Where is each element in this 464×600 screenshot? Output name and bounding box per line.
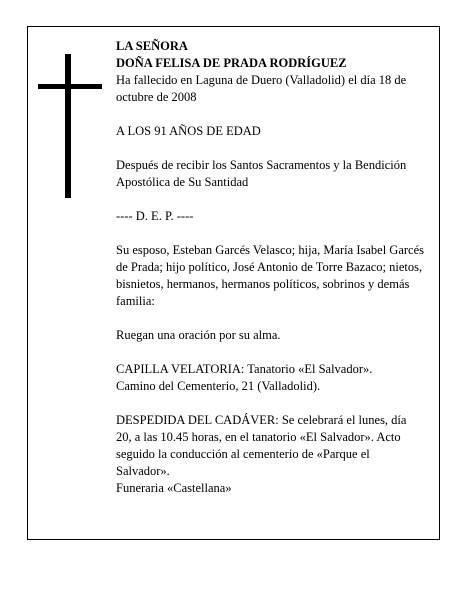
obituary-text: [116, 38, 424, 497]
dep-line: ---- D. E. P. ----: [116, 209, 194, 223]
cross-vertical-bar: [65, 54, 71, 198]
chapel-line-1: CAPILLA VELATORIA: Tanatorio «El Salvador».: [116, 362, 373, 376]
age-line: A LOS 91 AÑOS DE EDAD: [116, 124, 261, 138]
family-line: Su esposo, Esteban Garcés Velasco; hija, María Isabel Garcés de Prada; hijo político, José Antonio de Torre Bazaco; nietos, bisnietos, hermanos, hermanos políticos, sobrinos y demás familia:: [116, 243, 425, 308]
sacraments-line: Después de recibir los Santos Sacramentos y la Bendición Apostólica de Su Santidad: [116, 158, 407, 189]
funeral-home-line: Funeraria «Castellana»: [116, 481, 232, 495]
latin-cross-icon: [38, 54, 102, 198]
prayer-line: Ruegan una oración por su alma.: [116, 328, 281, 342]
header-line-1: LA SEÑORA: [116, 39, 188, 53]
chapel-line-2: Camino del Cementerio, 21 (Valladolid).: [116, 379, 321, 393]
death-notice: Ha fallecido en Laguna de Duero (Valladolid) el día 18 de octubre de 2008: [116, 73, 407, 104]
deceased-name: DOÑA FELISA DE PRADA RODRÍGUEZ: [116, 56, 347, 70]
cross-horizontal-bar: [38, 84, 102, 89]
farewell-line: DESPEDIDA DEL CADÁVER: Se celebrará el lunes, día 20, a las 10.45 horas, en el tanatorio «El Salvador». Acto seguido la conducción al cementerio de «Parque el Salvador».: [116, 413, 407, 478]
